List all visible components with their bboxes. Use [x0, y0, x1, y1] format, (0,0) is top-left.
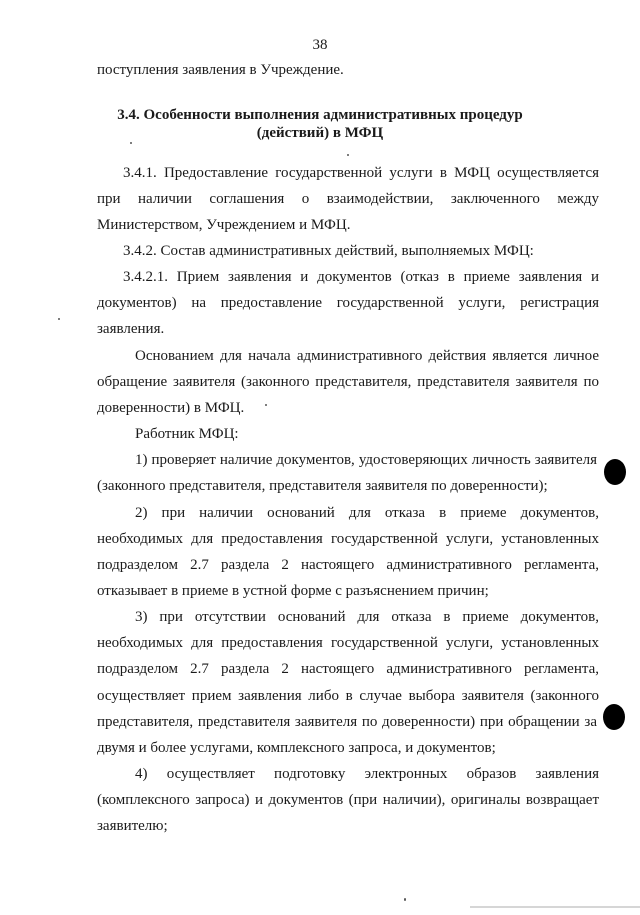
paragraph-line: Основанием для начала административного действия является личное	[135, 348, 599, 364]
list-item-line: 2) при наличии оснований для отказа в приеме документов,	[135, 505, 599, 521]
list-item-line: 1) проверяет наличие документов, удостоверяющих личность заявителя	[135, 452, 597, 468]
paragraph-line: Работник МФЦ:	[135, 426, 239, 442]
paragraph-line: доверенности) в МФЦ.	[97, 400, 245, 416]
paragraph-line: заявления.	[97, 321, 165, 337]
paragraph-line: 3.4.2.1. Прием заявления и документов (отказ в приеме заявления и	[123, 269, 599, 285]
list-item-line: 3) при отсутствии оснований для отказа в приеме документов,	[135, 609, 599, 625]
list-item-line: двумя и более услугами, комплексного запроса, и документов;	[97, 740, 496, 756]
scan-speck	[58, 318, 60, 320]
scan-speck	[347, 154, 349, 156]
paragraph-line: документов) на предоставление государственной услуги, регистрация	[97, 295, 599, 311]
section-heading-line-2: (действий) в МФЦ	[256, 125, 384, 141]
paragraph-line: при наличии соглашения о взаимодействии, заключенного между	[97, 191, 599, 207]
paragraph-line: 3.4.2. Состав административных действий, выполняемых МФЦ:	[123, 243, 534, 259]
list-item-line: осуществляет прием заявления либо в случае выбора заявителя (законного	[97, 688, 599, 704]
list-item-line: 4) осуществляет подготовку электронных образов заявления	[135, 766, 599, 782]
list-item-line: представителя, представителя заявителя по доверенности) при обращении за	[97, 714, 597, 730]
punch-hole	[604, 459, 626, 485]
page-number: 38	[312, 37, 328, 53]
list-item-line: необходимых для предоставления государственной услуги, установленных	[97, 635, 599, 651]
paragraph-line: обращение заявителя (законного представителя, представителя заявителя по	[97, 374, 599, 390]
list-item-line: подразделом 2.7 раздела 2 настоящего административного регламента,	[97, 557, 599, 573]
scan-edge-line	[470, 906, 640, 908]
list-item-line: подразделом 2.7 раздела 2 настоящего административного регламента,	[97, 661, 599, 677]
text-line: поступления заявления в Учреждение.	[97, 62, 344, 78]
scan-speck	[265, 404, 267, 406]
scan-speck	[130, 142, 132, 144]
list-item-line: заявителю;	[97, 818, 168, 834]
paragraph-line: 3.4.1. Предоставление государственной услуги в МФЦ осуществляется	[123, 165, 599, 181]
section-heading-line-1: 3.4. Особенности выполнения административных процедур	[117, 107, 523, 123]
paragraph-line: Министерством, Учреждением и МФЦ.	[97, 217, 351, 233]
list-item-line: отказывает в приеме в устной форме с разъяснением причин;	[97, 583, 489, 599]
list-item-line: (комплексного запроса) и документов (при наличии), оригиналы возвращает	[97, 792, 599, 808]
scan-speck	[404, 898, 406, 901]
list-item-line: (законного представителя, представителя заявителя по доверенности);	[97, 478, 548, 494]
list-item-line: необходимых для предоставления государственной услуги, установленных	[97, 531, 599, 547]
punch-hole	[603, 704, 625, 730]
